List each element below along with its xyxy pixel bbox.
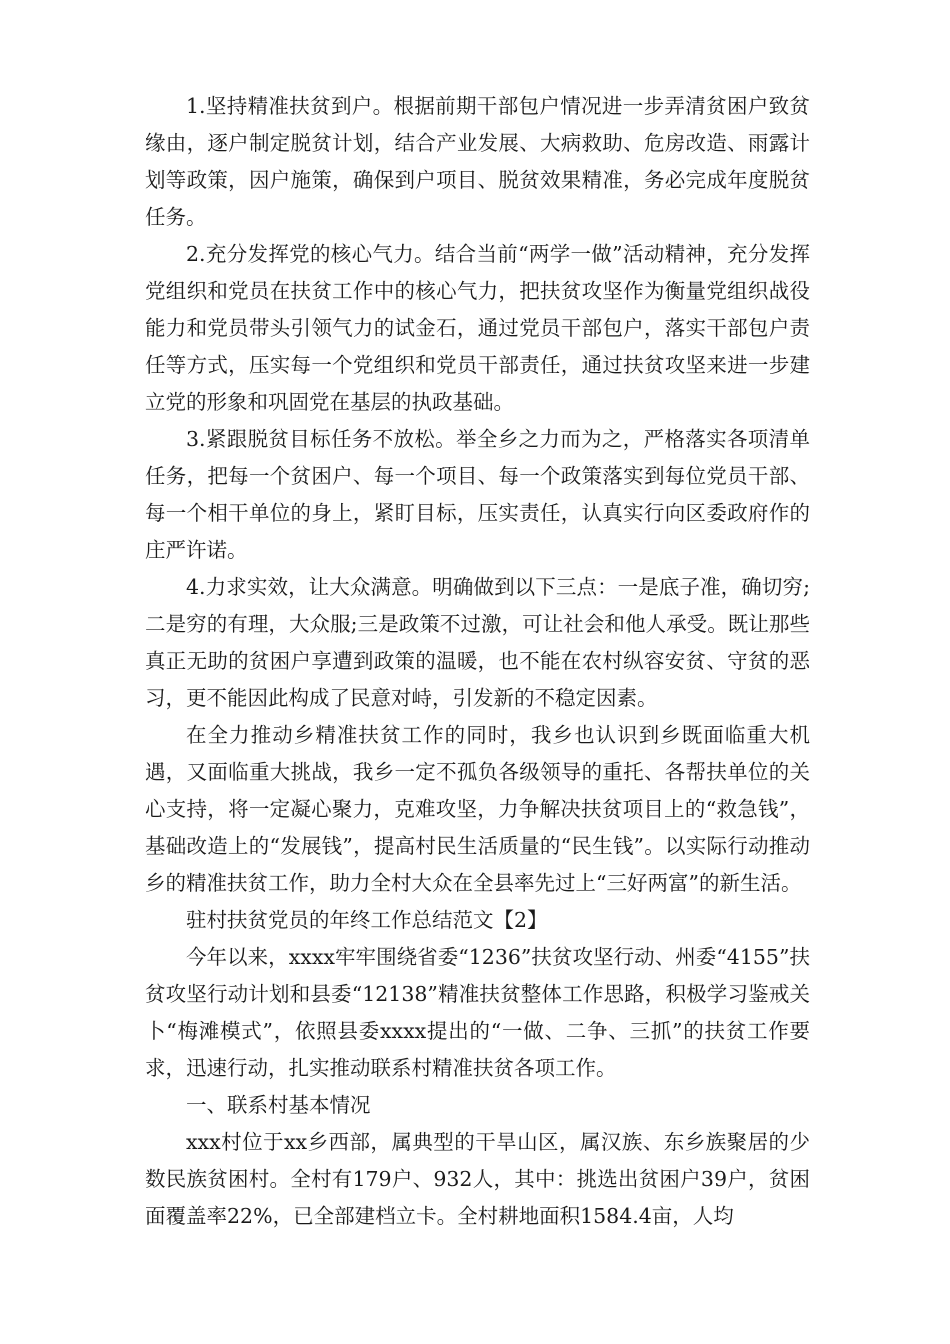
paragraph-village-info: xxx村位于xx乡西部，属典型的干旱山区，属汉族、东乡族聚居的少数民族贫困村。全村有179户、932人，其中：挑选出贫困户39户，贫困面覆盖率22%，已全部建档立卡。全村耕地面积1584.4亩，人均 [145,1130,810,1228]
paragraph-intro-this-year: 今年以来，xxxx牢牢围绕省委“1236”扶贫攻坚行动、州委“4155”扶贫攻坚行动计划和县委“12138”精准扶贫整体工作思路，积极学习鉴戒关卜“梅滩模式”，依照县委xxxx提出的“一做、二争、三抓”的扶贫工作要求，迅速行动，扎实推动联系村精准扶贫各项工作。 [145,945,810,1080]
paragraph-seek-results: 4.力求实效，让大众满意。明确做到以下三点：一是底子准，确切穷;二是穷的有理，大众服;三是政策不过激，可让社会和他人承受。既让那些真正无助的贫困户享遭到政策的温暖，也不能在农村纵容安贫、守贫的恶习，更不能因此构成了民意对峙，引发新的不稳定因素。 [145,575,810,710]
heading-village-basics: 一、联系村基本情况 [186,1093,371,1117]
paragraph-precise-poverty-alleviation: 1.坚持精准扶贫到户。根据前期干部包户情况进一步弄清贫困户致贫缘由，逐户制定脱贫计划，结合产业发展、大病救助、危房改造、雨露计划等政策，因户施策，确保到户项目、脱贫效果精准，务必完成年度脱贫任务。 [145,94,810,229]
section-title-summary-2: 驻村扶贫党员的年终工作总结范文【2】 [186,908,548,932]
document-page [145,88,810,1235]
paragraph-party-core-strength: 2.充分发挥党的核心气力。结合当前“两学一做”活动精神，充分发挥党组织和党员在扶贫工作中的核心气力，把扶贫攻坚作为衡量党组织战役能力和党员带头引领气力的试金石，通过党员干部包户，落实干部包户责任等方式，压实每一个党组织和党员干部责任，通过扶贫攻坚来进一步建立党的形象和巩固党在基层的执政基础。 [145,242,810,414]
paragraph-follow-targets: 3.紧跟脱贫目标任务不放松。举全乡之力而为之，严格落实各项清单任务，把每一个贫困户、每一个项目、每一个政策落实到每位党员干部、每一个相干单位的身上，紧盯目标，压实责任，认真实行向区委政府作的庄严许诺。 [145,427,810,562]
paragraph-conclusion: 在全力推动乡精准扶贫工作的同时，我乡也认识到乡既面临重大机遇，又面临重大挑战，我乡一定不孤负各级领导的重托、各帮扶单位的关心支持，将一定凝心聚力，克难攻坚，力争解决扶贫项目上的“救急钱”，基础改造上的“发展钱”，提高村民生活质量的“民生钱”。以实际行动推动乡的精准扶贫工作，助力全村大众在全县率先过上“三好两富”的新生活。 [145,723,810,895]
